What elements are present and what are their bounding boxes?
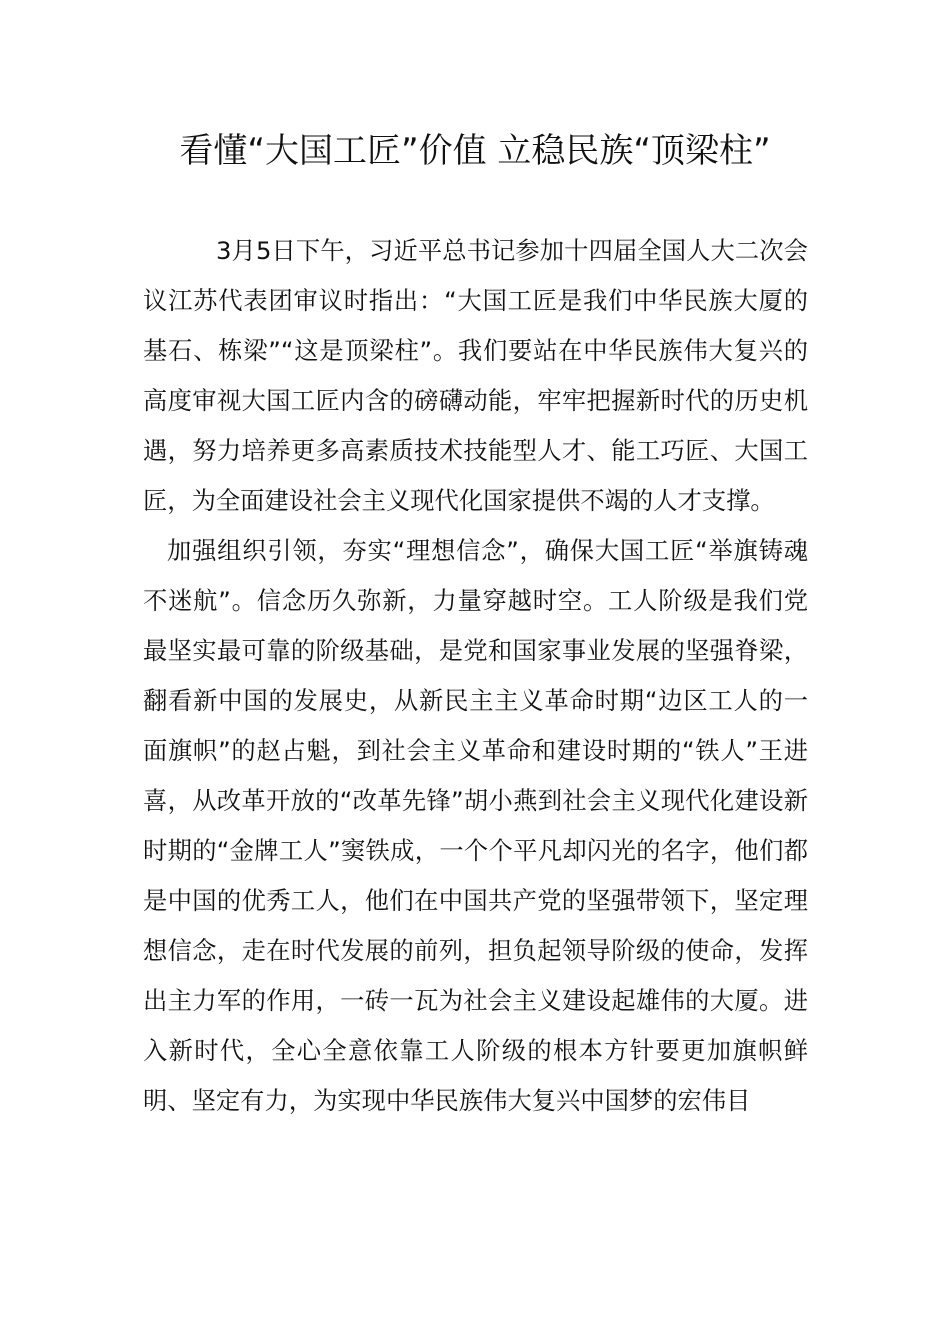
- document-title: 看懂“大国工匠”价值 立稳民族“顶梁柱”: [179, 131, 771, 171]
- paragraph: 加强组织引领，夯实“理想信念”，确保大国工匠“举旗铸魂不迷航”。信念历久弥新，力量穿越时空。工人阶级是我们党最坚实最可靠的阶级基础，是党和国家事业发展的坚强脊梁，翻看新中国的发展史，从新民主主义革命时期“边区工人的一面旗帜”的赵占魁，到社会主义革命和建设时期的“铁人”王进喜，从改革开放的“改革先锋”胡小燕到社会主义现代化建设新时期的“金牌工人”窦铁成，一个个平凡却闪光的名字，他们都是中国的优秀工人，他们在中国共产党的坚强带领下，坚定理想信念，走在时代发展的前列，担负起领导阶级的使命，发挥出主力军的作用，一砖一瓦为社会主义建设起雄伟的大厦。进入新时代，全心全意依靠工人阶级的根本方针要更加旗帜鲜明、坚定有力，为实现中华民族伟大复兴中国梦的宏伟目: [143, 536, 808, 1115]
- paragraph: 3月5日下午，习近平总书记参加十四届全国人大二次会议江苏代表团审议时指出：“大国工匠是我们中华民族大厦的基石、栋梁”“这是顶梁柱”。我们要站在中华民族伟大复兴的高度审视大国工匠内含的磅礴动能，牢牢把握新时代的历史机遇，努力培养更多高素质技术技能型人才、能工巧匠、大国工匠，为全面建设社会主义现代化国家提供不竭的人才支撑。: [143, 236, 808, 515]
- document-body: [143, 226, 808, 1126]
